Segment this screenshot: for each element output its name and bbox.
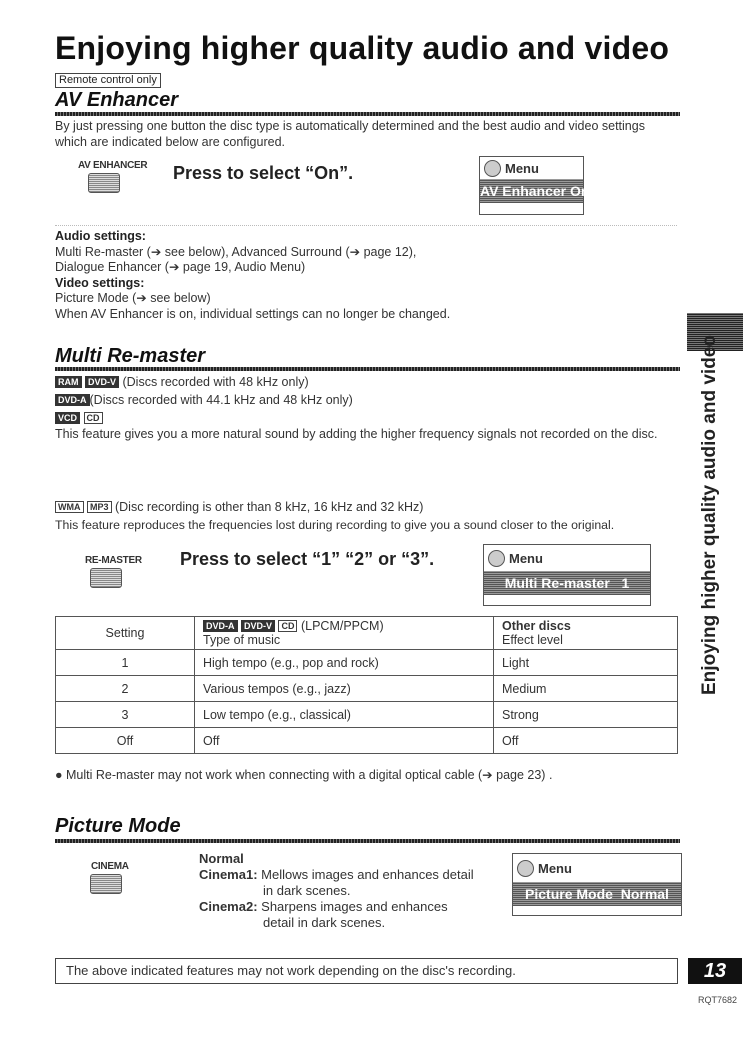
tag-cd: CD	[84, 412, 103, 424]
tag-vcd: VCD	[55, 412, 80, 424]
cinema-button-icon	[90, 874, 122, 894]
menu-icon	[488, 550, 505, 567]
header-setting: Setting	[56, 617, 195, 650]
av-enhancer-button-icon	[88, 173, 120, 193]
av-enhancer-button-label: AV ENHANCER	[78, 160, 148, 171]
header-music: DVD-A DVD-V CD (LPCM/PPCM) Type of music	[195, 617, 494, 650]
option-normal: Normal	[199, 851, 244, 866]
remaster-desc2: This feature reproduces the frequencies lost during recording to give you a sound closer to the original.	[55, 518, 615, 532]
av-enhancer-note: When AV Enhancer is on, individual settings can no longer be changed.	[55, 306, 451, 321]
option-cinema2-label: Cinema2:	[199, 899, 258, 914]
table-row: Off Off Off	[56, 728, 678, 754]
table-row: 3 Low tempo (e.g., classical) Strong	[56, 702, 678, 728]
remaster-line2: DVD-A (Discs recorded with 44.1 kHz and 48 kHz only)	[55, 392, 680, 408]
osd-bar: Picture Mode Normal	[513, 882, 681, 906]
video-settings-heading: Video settings:	[55, 275, 145, 290]
remaster-osd	[483, 544, 651, 606]
audio-settings-heading: Audio settings:	[55, 229, 146, 243]
table-header-row	[56, 617, 678, 650]
video-settings-line1: Picture Mode (➔ see below)	[55, 291, 211, 305]
audio-settings-line1: Multi Re-master (➔ see below), Advanced Surround (➔ page 12),	[55, 244, 417, 259]
av-enhancer-heading: AV Enhancer	[55, 89, 178, 111]
remaster-line-vcd	[55, 410, 103, 426]
picture-mode-options: Normal Cinema1: Mellows images and enhances detail in dark scenes. Cinema2: Sharpens images and enhances detail in dark scenes.	[199, 851, 474, 930]
section-rule	[55, 112, 680, 116]
av-enhancer-settings	[55, 225, 677, 328]
multi-remaster-heading: Multi Re-master	[55, 345, 206, 367]
option-cinema1-label: Cinema1:	[199, 867, 258, 882]
av-enhancer-intro: By just pressing one button the disc type is automatically determined and the best audio and video settings which are indicated below are configured.	[55, 119, 645, 149]
tag-ram: RAM	[55, 376, 82, 388]
tag-dvd-v: DVD-V	[85, 376, 119, 388]
remote-only-badge: Remote control only	[55, 73, 161, 88]
audio-settings-line2: Dialogue Enhancer (➔ page 19, Audio Menu)	[55, 260, 306, 274]
tag-wma: WMA	[55, 501, 84, 513]
remaster-line1: RAM DVD-V (Discs recorded with 48 kHz only)	[55, 374, 680, 390]
picture-mode-heading: Picture Mode	[55, 815, 181, 837]
remaster-button-icon	[90, 568, 122, 588]
remaster-desc1: This feature gives you a more natural sound by adding the higher frequency signals not recorded on the disc.	[55, 427, 658, 441]
remaster-note: ● Multi Re-master may not work when connecting with a digital optical cable (➔ page 23) .	[55, 768, 553, 782]
remaster-press-text: Press to select “1” “2” or “3”.	[180, 549, 435, 569]
osd-menu-label: Menu	[538, 860, 572, 876]
remaster-line3: WMA MP3 (Disc recording is other than 8 kHz, 16 kHz and 32 kHz)	[55, 499, 423, 515]
section-rule	[55, 367, 680, 371]
cinema-button-label: CINEMA	[91, 861, 129, 872]
remaster-button-label: RE-MASTER	[85, 555, 142, 566]
menu-icon	[517, 860, 534, 877]
av-enhancer-osd	[479, 156, 590, 215]
section-rule	[55, 839, 680, 843]
footer-note: The above indicated features may not work depending on the disc's recording.	[55, 958, 678, 984]
side-tab-text: Enjoying higher quality audio and video	[699, 335, 720, 695]
osd-bar: Multi Re-master 1	[484, 571, 650, 595]
tag-mp3: MP3	[87, 501, 112, 513]
menu-icon	[484, 160, 501, 177]
page-title: Enjoying higher quality audio and video	[55, 30, 670, 66]
table-row: 1 High tempo (e.g., pop and rock) Light	[56, 650, 678, 676]
page-number: 13	[688, 958, 742, 984]
osd-bar: AV Enhancer On	[480, 179, 583, 203]
remaster-table	[55, 616, 678, 754]
osd-menu-label: Menu	[505, 160, 539, 176]
av-enhancer-press-text: Press to select “On”.	[173, 163, 354, 183]
table-row: 2 Various tempos (e.g., jazz) Medium	[56, 676, 678, 702]
doc-id: RQT7682	[698, 995, 738, 1005]
header-other-discs: Other discs Effect level	[494, 617, 678, 650]
osd-menu-label: Menu	[509, 550, 543, 566]
tag-dvd-a: DVD-A	[55, 394, 90, 406]
picture-mode-osd	[512, 853, 682, 916]
